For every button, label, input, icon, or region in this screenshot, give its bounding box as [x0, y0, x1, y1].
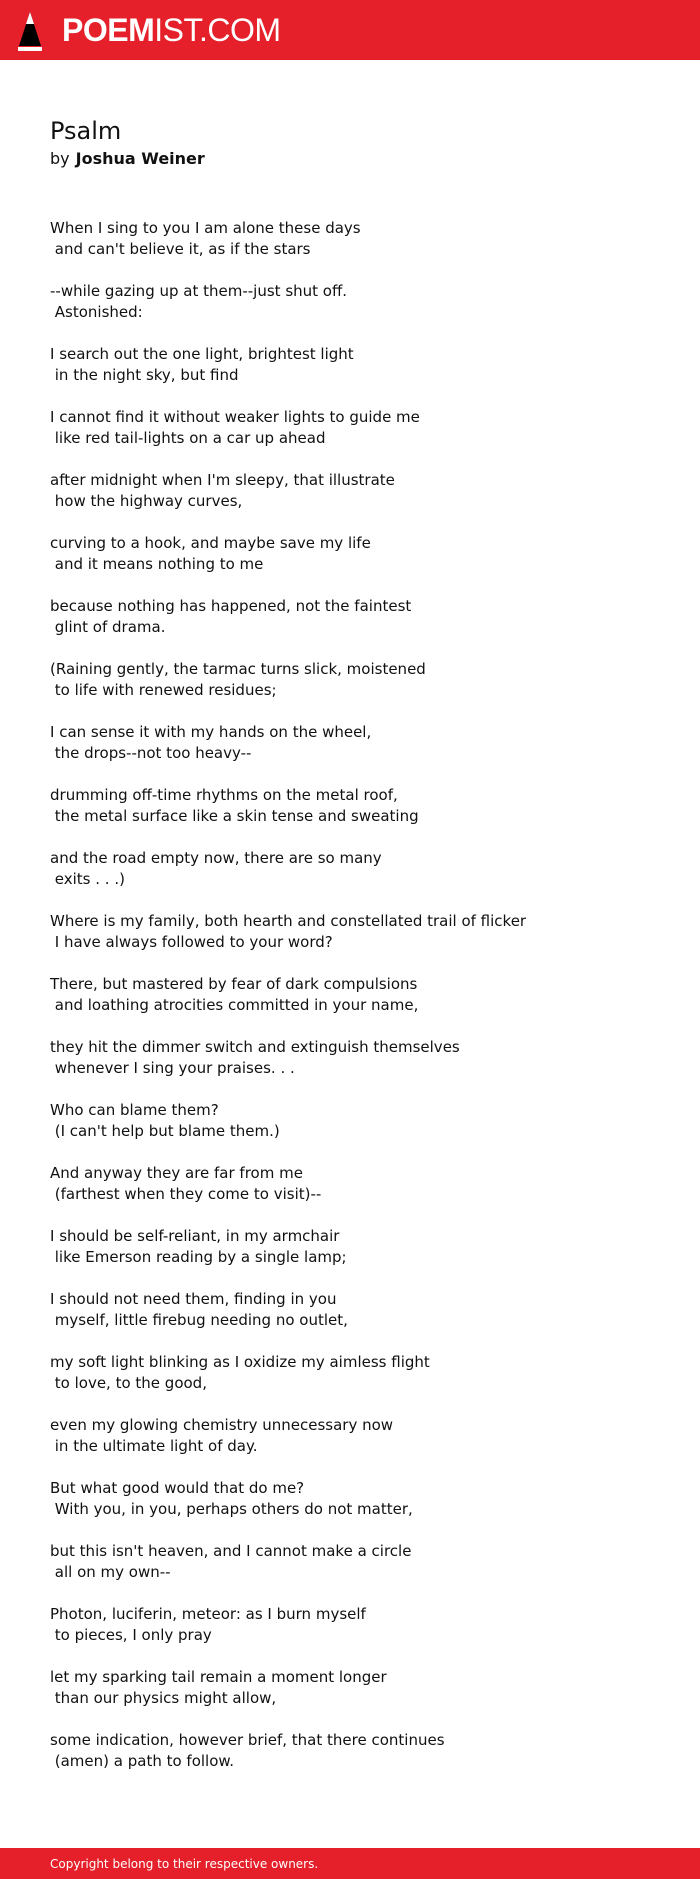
poem-line: and can't believe it, as if the stars: [50, 240, 311, 258]
poem-stanza: [50, 974, 670, 1016]
poem-stanza: [50, 848, 670, 890]
poem-stanza: [50, 1037, 670, 1079]
poem-line: I search out the one light, brightest light: [50, 345, 354, 363]
byline: [50, 148, 205, 170]
poem-stanza: [50, 218, 670, 260]
poem-line: I can sense it with my hands on the wheel,: [50, 723, 372, 741]
poem-stanza: [50, 407, 670, 449]
poem-stanza: [50, 1604, 670, 1646]
poem-line: I have always followed to your word?: [50, 933, 333, 951]
poem-stanza: [50, 596, 670, 638]
poem-stanza: [50, 659, 670, 701]
by-label: by: [50, 149, 70, 168]
poem-stanza: [50, 470, 670, 512]
poem-line: (amen) a path to follow.: [50, 1752, 235, 1770]
poem-line: drumming off-time rhythms on the metal roof,: [50, 786, 398, 804]
poem-line: and the road empty now, there are so many: [50, 849, 382, 867]
poem-line: like Emerson reading by a single lamp;: [50, 1248, 347, 1266]
poem-line: some indication, however brief, that there continues: [50, 1731, 445, 1749]
poem-stanza: [50, 1100, 670, 1142]
poem-line: to life with renewed residues;: [50, 681, 277, 699]
poem-line: --while gazing up at them--just shut off.: [50, 282, 348, 300]
poem-line: let my sparking tail remain a moment longer: [50, 1668, 387, 1686]
site-footer: [0, 1848, 700, 1879]
poem-line: like red tail-lights on a car up ahead: [50, 429, 326, 447]
poem-stanza: [50, 1478, 670, 1520]
poem-line: glint of drama.: [50, 618, 166, 636]
poem-line: I cannot find it without weaker lights to guide me: [50, 408, 420, 426]
poem-stanza: [50, 1541, 670, 1583]
poem-line: even my glowing chemistry unnecessary now: [50, 1416, 394, 1434]
poem-stanza: [50, 1226, 670, 1268]
poem-stanza: [50, 533, 670, 575]
poem-stanza: [50, 1730, 670, 1772]
poem-line: (I can't help but blame them.): [50, 1122, 280, 1140]
poem-line: Astonished:: [50, 303, 143, 321]
poem-line: they hit the dimmer switch and extinguish themselves: [50, 1038, 460, 1056]
poem-line: because nothing has happened, not the faintest: [50, 597, 412, 615]
poem-line: in the night sky, but find: [50, 366, 239, 384]
brand-light: IST.COM: [154, 12, 281, 48]
poem-stanza: [50, 281, 670, 323]
site-header: [0, 0, 700, 60]
poem-line: I should not need them, finding in you: [50, 1290, 337, 1308]
poem-line: Photon, luciferin, meteor: as I burn myself: [50, 1605, 366, 1623]
poem-line: the metal surface like a skin tense and sweating: [50, 807, 419, 825]
pencil-tip-icon[interactable]: [17, 10, 43, 52]
poem-line: But what good would that do me?: [50, 1479, 305, 1497]
poem-line: to pieces, I only pray: [50, 1626, 212, 1644]
poem-line: to love, to the good,: [50, 1374, 207, 1392]
poem-line: I should be self-reliant, in my armchair: [50, 1227, 340, 1245]
poem-stanza: [50, 785, 670, 827]
poem-line: exits . . .): [50, 870, 125, 888]
poem-stanza: [50, 344, 670, 386]
site-logo-text[interactable]: [62, 12, 281, 48]
poem-line: in the ultimate light of day.: [50, 1437, 258, 1455]
copyright-text: Copyright belong to their respective owners.: [50, 1857, 319, 1871]
poem-line: And anyway they are far from me: [50, 1164, 303, 1182]
poem-line: than our physics might allow,: [50, 1689, 277, 1707]
poem-line: Where is my family, both hearth and constellated trail of flicker: [50, 912, 527, 930]
poem-line: after midnight when I'm sleepy, that illustrate: [50, 471, 395, 489]
poem-line: myself, little firebug needing no outlet,: [50, 1311, 348, 1329]
poem-line: but this isn't heaven, and I cannot make a circle: [50, 1542, 412, 1560]
poem-stanza: [50, 1352, 670, 1394]
poem-line: how the highway curves,: [50, 492, 243, 510]
poem-stanza: [50, 1163, 670, 1205]
poem-line: the drops--not too heavy--: [50, 744, 252, 762]
poem-line: When I sing to you I am alone these days: [50, 219, 361, 237]
poem-line: There, but mastered by fear of dark compulsions: [50, 975, 418, 993]
poem-title: Psalm: [50, 117, 122, 145]
poem-line: and it means nothing to me: [50, 555, 264, 573]
poem-line: Who can blame them?: [50, 1101, 219, 1119]
poem-stanza: [50, 911, 670, 953]
author-name: Joshua Weiner: [75, 149, 205, 168]
poem-stanza: [50, 1667, 670, 1709]
poem-stanza: [50, 1415, 670, 1457]
poem-line: all on my own--: [50, 1563, 171, 1581]
poem-line: (Raining gently, the tarmac turns slick, moistened: [50, 660, 426, 678]
poem-line: With you, in you, perhaps others do not matter,: [50, 1500, 413, 1518]
poem-line: curving to a hook, and maybe save my life: [50, 534, 371, 552]
poem-stanza: [50, 1289, 670, 1331]
brand-bold: POEM: [62, 12, 155, 48]
poem-line: my soft light blinking as I oxidize my aimless flight: [50, 1353, 430, 1371]
poem-body: [50, 218, 670, 1793]
poem-line: and loathing atrocities committed in your name,: [50, 996, 419, 1014]
poem-line: (farthest when they come to visit)--: [50, 1185, 322, 1203]
poem-line: whenever I sing your praises. . .: [50, 1059, 295, 1077]
poem-stanza: [50, 722, 670, 764]
